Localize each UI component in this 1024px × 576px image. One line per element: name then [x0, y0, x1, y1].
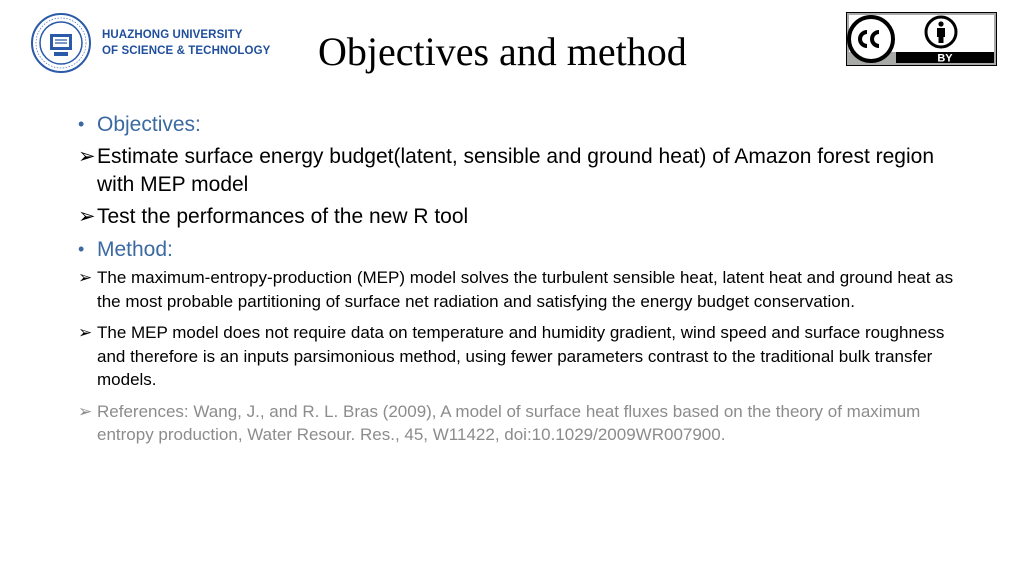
arrow-bullet-icon: ➢ — [78, 401, 93, 421]
objectives-heading — [78, 110, 958, 139]
objective-text: Estimate surface energy budget(latent, sensible and ground heat) of Amazon forest region with MEP model — [97, 145, 935, 196]
arrow-bullet-icon: ➢ — [78, 323, 93, 342]
objective-item — [78, 203, 958, 231]
method-item — [78, 266, 958, 313]
bullet-dot-icon: • — [78, 114, 85, 134]
reference-item — [78, 400, 958, 447]
university-logo — [30, 12, 271, 74]
university-name — [102, 27, 270, 59]
method-heading-label: Method: — [97, 238, 173, 261]
arrow-bullet-icon: ➢ — [78, 145, 96, 168]
page-title: Objectives and method — [318, 29, 687, 74]
cc-by-license-icon — [846, 12, 997, 66]
license-label: BY — [937, 52, 953, 65]
objectives-heading-label: Objectives: — [97, 113, 201, 136]
method-item — [78, 321, 958, 392]
university-name-line1: HUAZHONG UNIVERSITY — [102, 29, 243, 41]
method-text: The MEP model does not require data on temperature and humidity gradient, wind speed and surface roughness and therefore is an inputs parsimonious method, using fewer parameters contrast to the traditional bulk transfer models. — [97, 323, 945, 389]
arrow-bullet-icon: ➢ — [78, 205, 96, 228]
arrow-bullet-icon: ➢ — [78, 268, 93, 287]
method-text: The maximum-entropy-production (MEP) model solves the turbulent sensible heat, latent heat and ground heat as the most probable partitioning of surface net radiation and satisfying the energy budget conservation. — [97, 268, 954, 311]
objective-item — [78, 143, 958, 199]
university-seal-icon — [30, 12, 92, 74]
slide-body — [78, 110, 958, 447]
objective-text: Test the performances of the new R tool — [97, 205, 469, 228]
bullet-dot-icon: • — [78, 239, 85, 259]
university-name-line2: OF SCIENCE & TECHNOLOGY — [102, 45, 271, 57]
method-heading — [78, 235, 958, 264]
reference-text: References: Wang, J., and R. L. Bras (2009), A model of surface heat fluxes based on the theory of maximum entropy production, Water Resour. Res., 45, W11422, doi:10.1029/2009WR007900. — [97, 401, 921, 444]
